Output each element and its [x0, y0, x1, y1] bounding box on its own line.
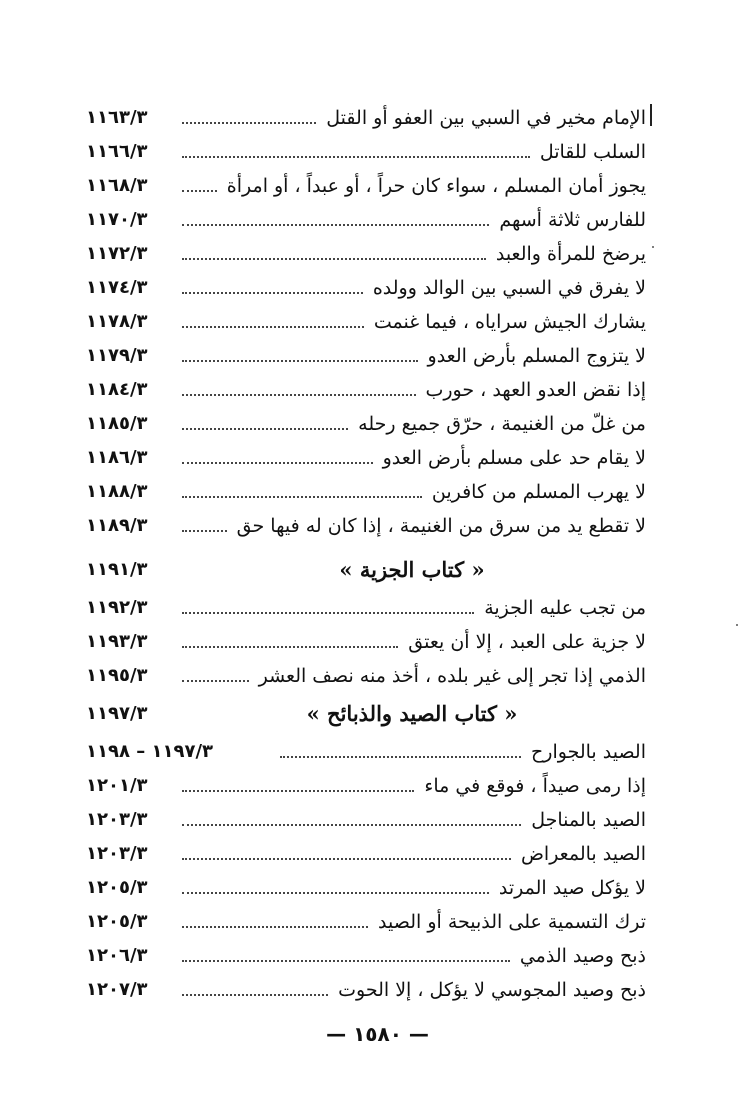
leader-dots — [182, 891, 489, 894]
entry-page: ١١٨٦/٣ — [86, 447, 148, 468]
entry-page: ١١٨٨/٣ — [86, 481, 148, 502]
leader-dots — [182, 461, 373, 464]
leader-dots — [182, 223, 489, 226]
leader-dots — [182, 291, 363, 294]
entry-title: ذبح وصيد المجوسي لا يؤكل ، إلا الحوت — [338, 979, 646, 1001]
leader-dots — [182, 823, 521, 826]
entry-page: ١٢٠٣/٣ — [86, 809, 148, 830]
entry-page: ١٢٠٧/٣ — [86, 979, 148, 1000]
entry-page: ١١٦٦/٣ — [86, 141, 148, 162]
leader-dots — [182, 857, 511, 860]
entry-title: الإمام مخير في السبي بين العفو أو القتل — [326, 107, 646, 129]
entry-page: ١٢٠١/٣ — [86, 775, 148, 796]
leader-dots — [182, 393, 416, 396]
leader-dots — [182, 789, 414, 792]
index-entry — [86, 624, 646, 654]
entry-title: لا يتزوج المسلم بأرض العدو — [427, 345, 646, 367]
entry-page: ١١٧٩/٣ — [86, 345, 148, 366]
section-page: ١١٩١/٣ — [86, 559, 148, 580]
entry-page: ١٢٠٥/٣ — [86, 911, 148, 932]
index-entry — [86, 406, 646, 436]
entry-page: ١١٩٧/٣ – ١١٩٨ — [86, 741, 214, 762]
ink-speck — [652, 246, 654, 248]
entry-title: لا جزية على العبد ، إلا أن يعتق — [408, 631, 646, 653]
entry-page: ١١٧٤/٣ — [86, 277, 148, 298]
index-entry — [86, 100, 646, 130]
entry-title: يرضخ للمرأة والعبد — [495, 243, 646, 265]
index-entry — [86, 658, 646, 688]
leader-dots — [182, 359, 418, 362]
entry-page: ١١٦٣/٣ — [86, 107, 148, 128]
entry-title: لا يهرب المسلم من كافرين — [431, 481, 646, 503]
entry-page: ١١٩٢/٣ — [86, 597, 148, 618]
leader-dots — [182, 155, 530, 158]
section-page: ١١٩٧/٣ — [86, 703, 148, 724]
entry-page: ١١٩٥/٣ — [86, 665, 148, 686]
ink-speck — [736, 624, 738, 626]
index-entry — [86, 202, 646, 232]
leader-dots — [182, 679, 249, 682]
index-entry — [86, 836, 646, 866]
entry-page: ١١٧٨/٣ — [86, 311, 148, 332]
entry-title: الصيد بالجوارح — [531, 741, 646, 763]
index-entry — [86, 338, 646, 368]
section-title: « كتاب الجزية » — [339, 557, 485, 582]
entry-page: ١١٧٠/٣ — [86, 209, 148, 230]
entry-page: ١١٨٤/٣ — [86, 379, 148, 400]
section-title: « كتاب الصيد والذبائح » — [306, 701, 518, 726]
index-entry — [86, 768, 646, 798]
entry-page: ١١٦٨/٣ — [86, 175, 148, 196]
leader-dots — [182, 959, 510, 962]
entry-page: ١١٩٣/٣ — [86, 631, 148, 652]
leader-dots — [182, 427, 348, 430]
entry-title: إذا نقض العدو العهد ، حورب — [425, 379, 646, 401]
entry-page: ١١٨٩/٣ — [86, 515, 148, 536]
entry-title: الصيد بالمناجل — [531, 809, 646, 831]
leader-dots — [182, 495, 422, 498]
section-heading-jizya — [86, 552, 646, 582]
entry-page: ١٢٠٣/٣ — [86, 843, 148, 864]
entry-title: يشارك الجيش سراياه ، فيما غنمت — [373, 311, 646, 333]
leader-dots — [182, 993, 328, 996]
leader-dots — [280, 755, 521, 758]
index-entry — [86, 168, 646, 198]
entry-title: الذمي إذا تجر إلى غير بلده ، أخذ منه نصف العشر — [258, 665, 646, 687]
index-entry — [86, 802, 646, 832]
entry-page: ١٢٠٦/٣ — [86, 945, 148, 966]
entry-page: ١٢٠٥/٣ — [86, 877, 148, 898]
entry-title: إذا رمى صيداً ، فوقع في ماء — [424, 775, 646, 797]
entry-title: من تجب عليه الجزية — [484, 597, 646, 619]
index-entry — [86, 236, 646, 266]
entry-title: لا تقطع يد من سرق من الغنيمة ، إذا كان له فيها حق — [236, 515, 646, 537]
entry-page: ١١٨٥/٣ — [86, 413, 148, 434]
index-entry — [86, 870, 646, 900]
entry-title: لا يقام حد على مسلم بأرض العدو — [382, 447, 646, 469]
index-entry — [86, 440, 646, 470]
entry-title: يجوز أمان المسلم ، سواء كان حراً ، أو عبداً ، أو امرأة — [226, 175, 646, 197]
leader-dots — [182, 325, 364, 328]
index-entry — [86, 590, 646, 620]
index-entry — [86, 972, 646, 1002]
index-entry — [86, 270, 646, 300]
index-entry — [86, 474, 646, 504]
leader-dots — [182, 529, 227, 532]
index-entry — [86, 904, 646, 934]
page-number: — ١٥٨٠ — — [326, 1022, 429, 1046]
leader-dots — [182, 645, 398, 648]
leader-dots — [182, 611, 474, 614]
margin-bar — [650, 104, 652, 126]
index-entry — [86, 304, 646, 334]
entry-title: لا يفرق في السبي بين الوالد وولده — [372, 277, 646, 299]
entry-title: ترك التسمية على الذبيحة أو الصيد — [378, 911, 646, 933]
entry-title: السلب للقاتل — [539, 141, 646, 163]
index-entry — [86, 734, 646, 764]
leader-dots — [182, 189, 217, 192]
index-entry — [86, 372, 646, 402]
index-entry — [86, 508, 646, 538]
entry-title: من غلّ من الغنيمة ، حرّق جميع رحله — [358, 413, 646, 435]
entry-title: ذبح وصيد الذمي — [519, 945, 646, 967]
entry-page: ١١٧٢/٣ — [86, 243, 148, 264]
entry-title: للفارس ثلاثة أسهم — [499, 209, 646, 231]
index-entry — [86, 134, 646, 164]
entry-title: الصيد بالمعراض — [520, 843, 646, 865]
leader-dots — [182, 121, 316, 124]
index-entry — [86, 938, 646, 968]
leader-dots — [182, 925, 368, 928]
entry-title: لا يؤكل صيد المرتد — [498, 877, 646, 899]
leader-dots — [182, 257, 486, 260]
section-heading-hunting — [86, 696, 646, 726]
